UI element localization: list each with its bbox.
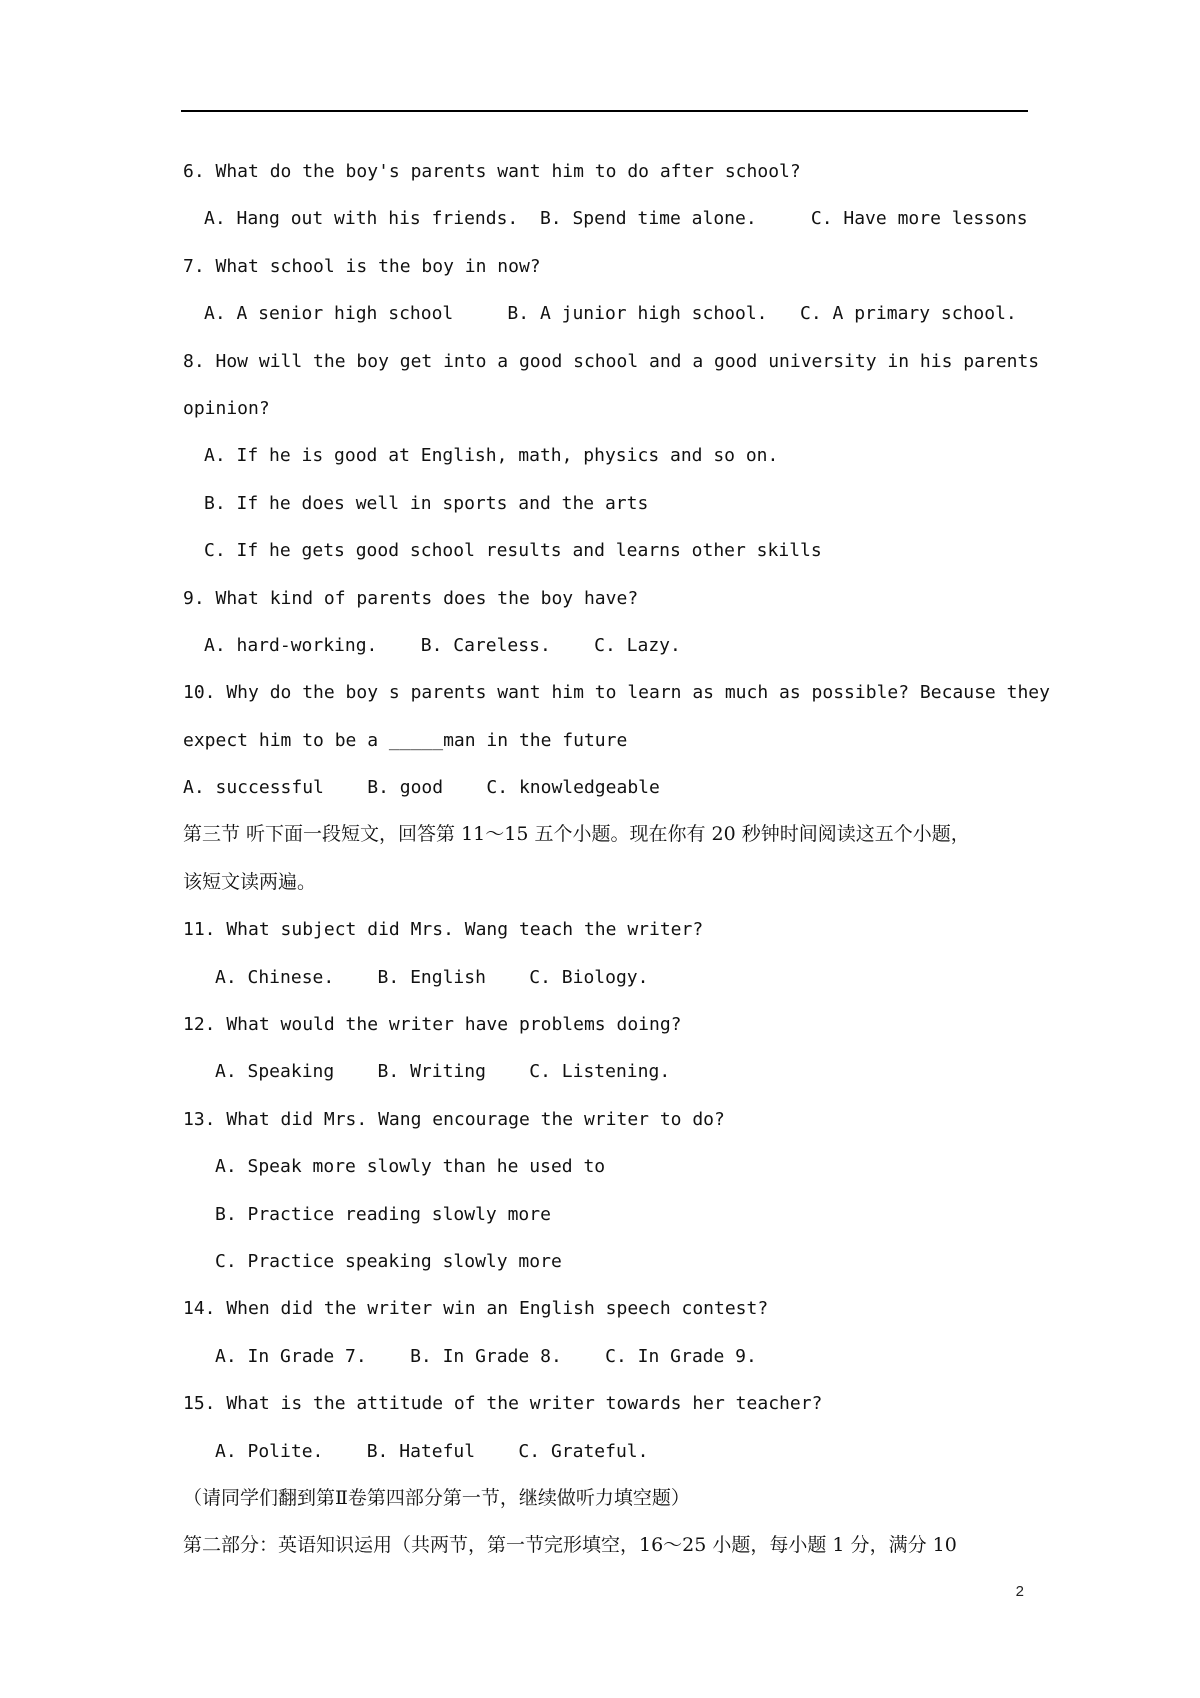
question-14-options: A. In Grade 7. B. In Grade 8. C. In Grade 9. <box>215 1345 757 1367</box>
question-6-options: A. Hang out with his friends. B. Spend time alone. C. Have more lessons <box>204 208 1028 230</box>
question-7: 7. What school is the boy in now? <box>183 255 541 277</box>
question-10-continued: expect him to be a _____man in the future <box>183 729 628 751</box>
question-12-options: A. Speaking B. Writing C. Listening. <box>215 1061 671 1083</box>
question-8-continued: opinion? <box>183 397 270 419</box>
question-13: 13. What did Mrs. Wang encourage the writer to do? <box>183 1108 725 1130</box>
question-7-options: A. A senior high school B. A junior high school. C. A primary school. <box>204 303 1017 325</box>
question-13-option-b: B. Practice reading slowly more <box>215 1203 551 1225</box>
question-8-option-a: A. If he is good at English, math, physics and so on. <box>204 445 779 467</box>
question-12: 12. What would the writer have problems doing? <box>183 1014 682 1036</box>
document-body <box>183 148 1050 1570</box>
question-9-options: A. hard-working. B. Careless. C. Lazy. <box>204 634 681 656</box>
question-14: 14. When did the writer win an English speech contest? <box>183 1298 769 1320</box>
part-2-heading: 第二部分：英语知识运用（共两节，第一节完形填空，16～25 小题，每小题 1 分，满分 10 <box>183 1534 957 1557</box>
question-8: 8. How will the boy get into a good school and a good university in his parents <box>183 350 1040 372</box>
section-3-instructions-continued: 该短文读两遍。 <box>183 870 317 893</box>
question-9: 9. What kind of parents does the boy have? <box>183 587 639 609</box>
question-13-option-c: C. Practice speaking slowly more <box>215 1250 562 1272</box>
question-11-options: A. Chinese. B. English C. Biology. <box>215 966 649 988</box>
question-10: 10. Why do the boy s parents want him to learn as much as possible? Because they <box>183 682 1050 704</box>
header-rule <box>181 110 1028 112</box>
question-15: 15. What is the attitude of the writer towards her teacher? <box>183 1393 823 1415</box>
question-11: 11. What subject did Mrs. Wang teach the writer? <box>183 919 704 941</box>
question-8-option-c: C. If he gets good school results and learns other skills <box>204 540 822 562</box>
question-6: 6. What do the boy's parents want him to do after school? <box>183 161 801 182</box>
section-3-instructions: 第三节 听下面一段短文，回答第 11～15 五个小题。现在你有 20 秒钟时间阅读这五个小题， <box>183 823 970 846</box>
question-8-option-b: B. If he does well in sports and the arts <box>204 492 649 514</box>
question-13-option-a: A. Speak more slowly than he used to <box>215 1156 606 1178</box>
page-number: 2 <box>1015 1583 1024 1600</box>
question-15-options: A. Polite. B. Hateful C. Grateful. <box>215 1440 649 1462</box>
turn-page-note: （请同学们翻到第Ⅱ卷第四部分第一节，继续做听力填空题） <box>183 1486 690 1509</box>
question-10-options: A. successful B. good C. knowledgeable <box>183 777 660 799</box>
